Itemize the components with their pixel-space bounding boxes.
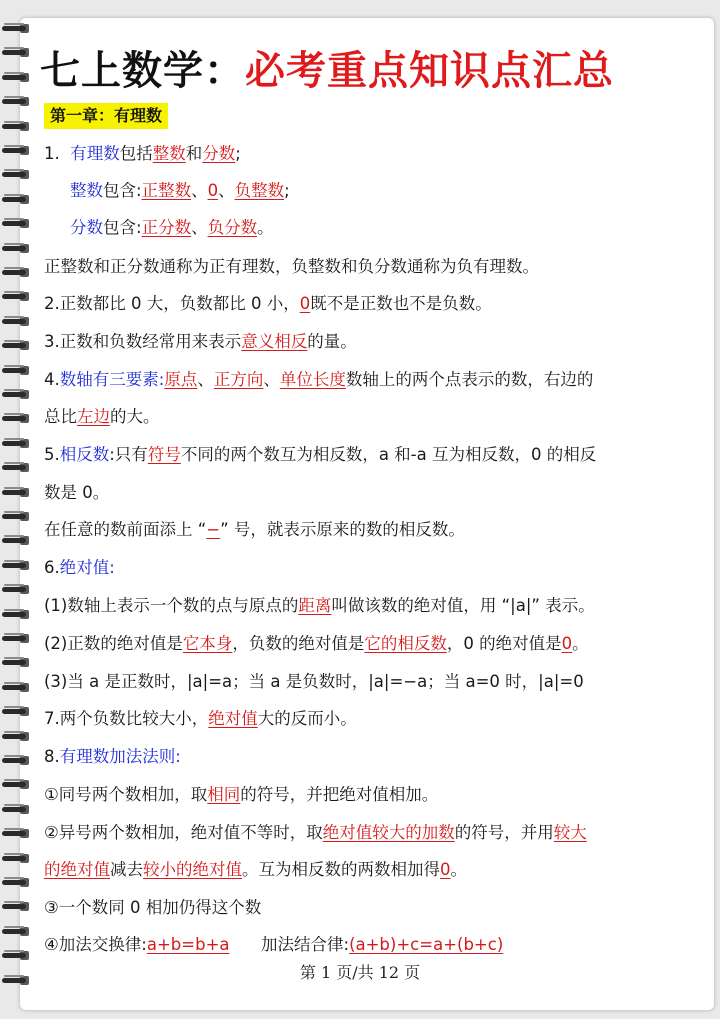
- point-8-rule-4: ④加法交换律:a+b=b+a 加法结合律:(a+b)+c=a+(b+c): [44, 935, 504, 954]
- spiral-ring: [2, 656, 36, 669]
- spiral-ring: [2, 730, 36, 743]
- spiral-ring: [2, 900, 36, 913]
- spiral-ring: [2, 925, 36, 938]
- spiral-ring: [2, 193, 36, 206]
- spiral-ring: [2, 486, 36, 499]
- spiral-ring: [2, 632, 36, 645]
- spiral-ring: [2, 510, 36, 523]
- page-title: [40, 44, 680, 98]
- title-part-1: 七上数学：: [40, 47, 245, 94]
- spiral-ring: [2, 364, 36, 377]
- spiral-ring: [2, 681, 36, 694]
- point-8: 8.有理数加法法则:: [44, 747, 181, 766]
- chapter-heading: 第一章：有理数: [44, 103, 168, 129]
- spiral-ring: [2, 583, 36, 596]
- spiral-ring: [2, 120, 36, 133]
- point-1-fractions: 分数包含:正分数、负分数。: [70, 218, 274, 237]
- spiral-ring: [2, 827, 36, 840]
- point-8-rule-2-cont: 的绝对值减去较小的绝对值。互为相反数的两数相加得0。: [44, 860, 467, 879]
- point-6-1: (1)数轴上表示一个数的点与原点的距离叫做该数的绝对值，用 “|a|” 表示。: [44, 596, 595, 615]
- spiral-ring: [2, 22, 36, 35]
- spiral-ring: [2, 266, 36, 279]
- spiral-ring: [2, 242, 36, 255]
- point-6-3: (3)当 a 是正数时，|a|=a；当 a 是负数时，|a|=−a；当 a=0 时，|a|=0: [44, 672, 584, 691]
- point-3: 3.正数和负数经常用来表示意义相反的量。: [44, 332, 357, 351]
- spiral-ring: [2, 559, 36, 572]
- point-6: 6.绝对值:: [44, 558, 115, 577]
- spiral-ring: [2, 217, 36, 230]
- spiral-ring: [2, 412, 36, 425]
- point-7: 7.两个负数比较大小，绝对值大的反而小。: [44, 709, 357, 728]
- spiral-ring: [2, 388, 36, 401]
- point-2: 2.正数都比 0 大，负数都比 0 小，0既不是正数也不是负数。: [44, 294, 492, 313]
- spiral-ring: [2, 168, 36, 181]
- spiral-ring: [2, 95, 36, 108]
- point-5-cont: 数是 0。: [44, 483, 110, 502]
- point-8-rule-1: ①同号两个数相加，取相同的符号，并把绝对值相加。: [44, 785, 439, 804]
- spiral-ring: [2, 437, 36, 450]
- spiral-ring: [2, 803, 36, 816]
- spiral-ring: [2, 608, 36, 621]
- spiral-ring: [2, 315, 36, 328]
- spiral-ring: [2, 778, 36, 791]
- point-4: 4.数轴有三要素:原点、正方向、单位长度数轴上的两个点表示的数，右边的: [44, 370, 594, 389]
- point-5-note: 在任意的数前面添上 “−” 号，就表示原来的数的相反数。: [44, 520, 465, 539]
- spiral-ring: [2, 705, 36, 718]
- spiral-ring: [2, 71, 36, 84]
- spiral-ring: [2, 290, 36, 303]
- point-1-integers: 整数包含:正整数、0、负整数;: [70, 181, 290, 200]
- title-part-2: 必考重点知识点汇总: [245, 47, 614, 94]
- point-5: 5.相反数:只有符号不同的两个数互为相反数，a 和-a 互为相反数，0 的相反: [44, 445, 597, 464]
- spiral-ring: [2, 754, 36, 767]
- spiral-ring: [2, 461, 36, 474]
- spiral-ring: [2, 46, 36, 59]
- spiral-ring: [2, 534, 36, 547]
- spiral-binding: [0, 22, 40, 1002]
- spiral-ring: [2, 144, 36, 157]
- point-4-cont: 总比左边的大。: [44, 407, 160, 426]
- page-footer: 第 1 页/共 12 页: [299, 963, 421, 982]
- point-1: 1. 有理数包括整数和分数;: [44, 144, 241, 163]
- spiral-ring: [2, 876, 36, 889]
- point-1-note: 正整数和正分数通称为正有理数，负整数和负分数通称为负有理数。: [44, 257, 539, 276]
- point-6-2: (2)正数的绝对值是它本身，负数的绝对值是它的相反数，0 的绝对值是0。: [44, 634, 589, 653]
- point-8-rule-2: ②异号两个数相加，绝对值不等时，取绝对值较大的加数的符号，并用较大: [44, 823, 587, 842]
- spiral-ring: [2, 852, 36, 865]
- spiral-ring: [2, 339, 36, 352]
- point-8-rule-3: ③一个数同 0 相加仍得这个数: [44, 898, 262, 917]
